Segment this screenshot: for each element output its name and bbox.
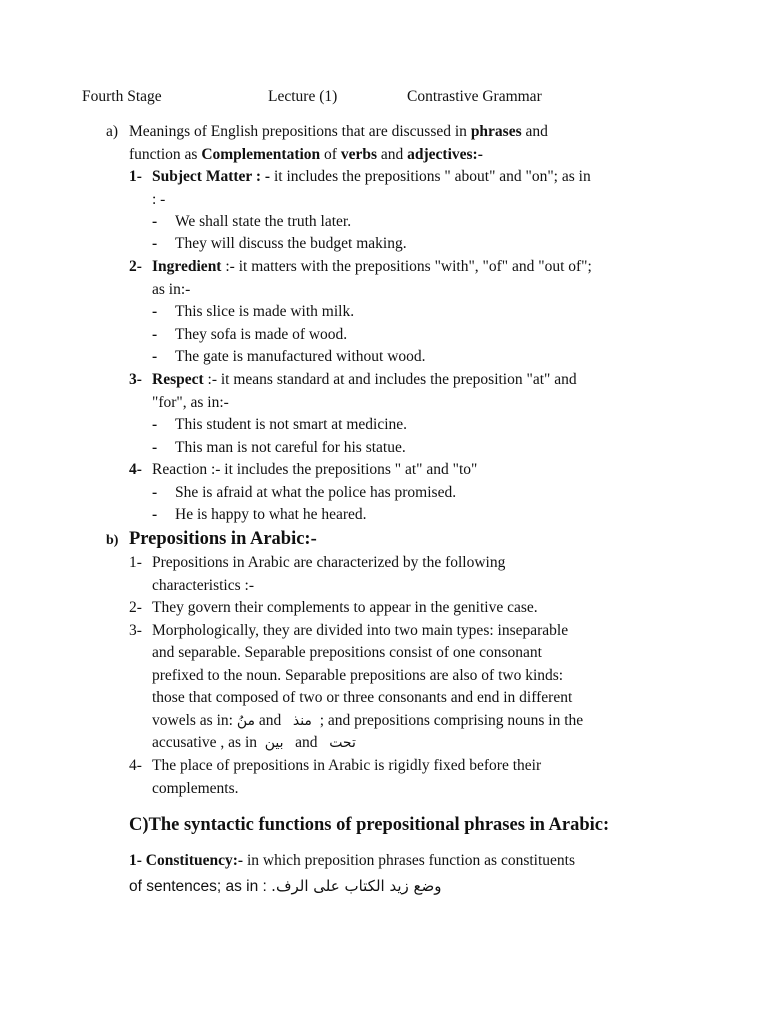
header-stage: Fourth Stage	[82, 88, 162, 105]
section-b-marker: b)	[106, 533, 119, 548]
example: She is afraid at what the police has promised.	[175, 484, 457, 501]
bullet-dash: -	[152, 303, 158, 320]
example: The gate is manufactured without wood.	[175, 348, 426, 365]
item-number: 2-	[129, 599, 142, 616]
list-item-line-vowels: vowels as in: منُ and منذ ; and prepositions comprising nouns in the	[152, 712, 584, 729]
list-item-line: The place of prepositions in Arabic is rigidly fixed before their	[152, 757, 542, 774]
item-number: 1-	[129, 168, 142, 185]
bullet-dash: -	[152, 326, 158, 343]
bullet-dash: -	[152, 484, 158, 501]
item-subject-matter: Subject Matter : - it includes the prepositions " about" and "on"; as in	[152, 168, 591, 185]
item-number: 1-	[129, 554, 142, 571]
bullet-dash: -	[152, 348, 158, 365]
item-respect: Respect :- it means standard at and includes the preposition "at" and	[152, 371, 577, 388]
constituency-line1: 1- Constituency:- in which preposition phrases function as constituents	[129, 852, 575, 869]
list-item-line: those that composed of two or three consonants and end in different	[152, 689, 573, 706]
example: We shall state the truth later.	[175, 213, 352, 230]
example: They sofa is made of wood.	[175, 326, 348, 343]
list-item-line: characteristics :-	[152, 577, 254, 594]
example: They will discuss the budget making.	[175, 235, 407, 252]
list-item-line: Prepositions in Arabic are characterized by the following	[152, 554, 506, 571]
list-item-line: Morphologically, they are divided into two main types: inseparable	[152, 622, 569, 639]
bullet-dash: -	[152, 213, 158, 230]
section-a-intro-line1: Meanings of English prepositions that are discussed in phrases and	[129, 123, 548, 140]
list-item-line-accusative: accusative , as in بين and تحت	[152, 734, 356, 751]
list-item-line: and separable. Separable prepositions consist of one consonant	[152, 644, 542, 661]
section-a-marker: a)	[106, 123, 119, 140]
item-ingredient: Ingredient :- it matters with the prepositions "with", "of" and "out of";	[152, 258, 592, 275]
example: This student is not smart at medicine.	[175, 416, 408, 433]
item-reaction: Reaction :- it includes the prepositions " at" and "to"	[152, 461, 478, 478]
item-desc-cont: as in:-	[152, 281, 191, 298]
example: This slice is made with milk.	[175, 303, 355, 320]
section-b-title: Prepositions in Arabic:-	[129, 529, 317, 549]
item-number: 2-	[129, 258, 142, 275]
list-item-line: complements.	[152, 780, 239, 797]
bullet-dash: -	[152, 439, 158, 456]
constituency-line2: of sentences; as in : وضع زيد الكتاب على الرف.	[129, 877, 442, 895]
header-lecture: Lecture (1)	[268, 88, 338, 105]
section-c-title: C)The syntactic functions of prepositional phrases in Arabic:	[129, 815, 610, 835]
example: This man is not careful for his statue.	[175, 439, 406, 456]
header-course: Contrastive Grammar	[407, 88, 542, 105]
item-number: 4-	[129, 461, 142, 478]
example: He is happy to what he heared.	[175, 506, 367, 523]
list-item-line: They govern their complements to appear in the genitive case.	[152, 599, 538, 616]
item-desc-cont: : -	[152, 191, 166, 208]
bullet-dash: -	[152, 506, 158, 523]
bullet-dash: -	[152, 416, 158, 433]
list-item-line: prefixed to the noun. Separable prepositions are also of two kinds:	[152, 667, 564, 684]
item-number: 3-	[129, 622, 142, 639]
item-number: 3-	[129, 371, 142, 388]
bullet-dash: -	[152, 235, 158, 252]
item-desc-cont: "for", as in:-	[152, 394, 229, 411]
section-a-intro-line2: function as Complementation of verbs and adjectives:-	[129, 146, 483, 163]
item-number: 4-	[129, 757, 142, 774]
